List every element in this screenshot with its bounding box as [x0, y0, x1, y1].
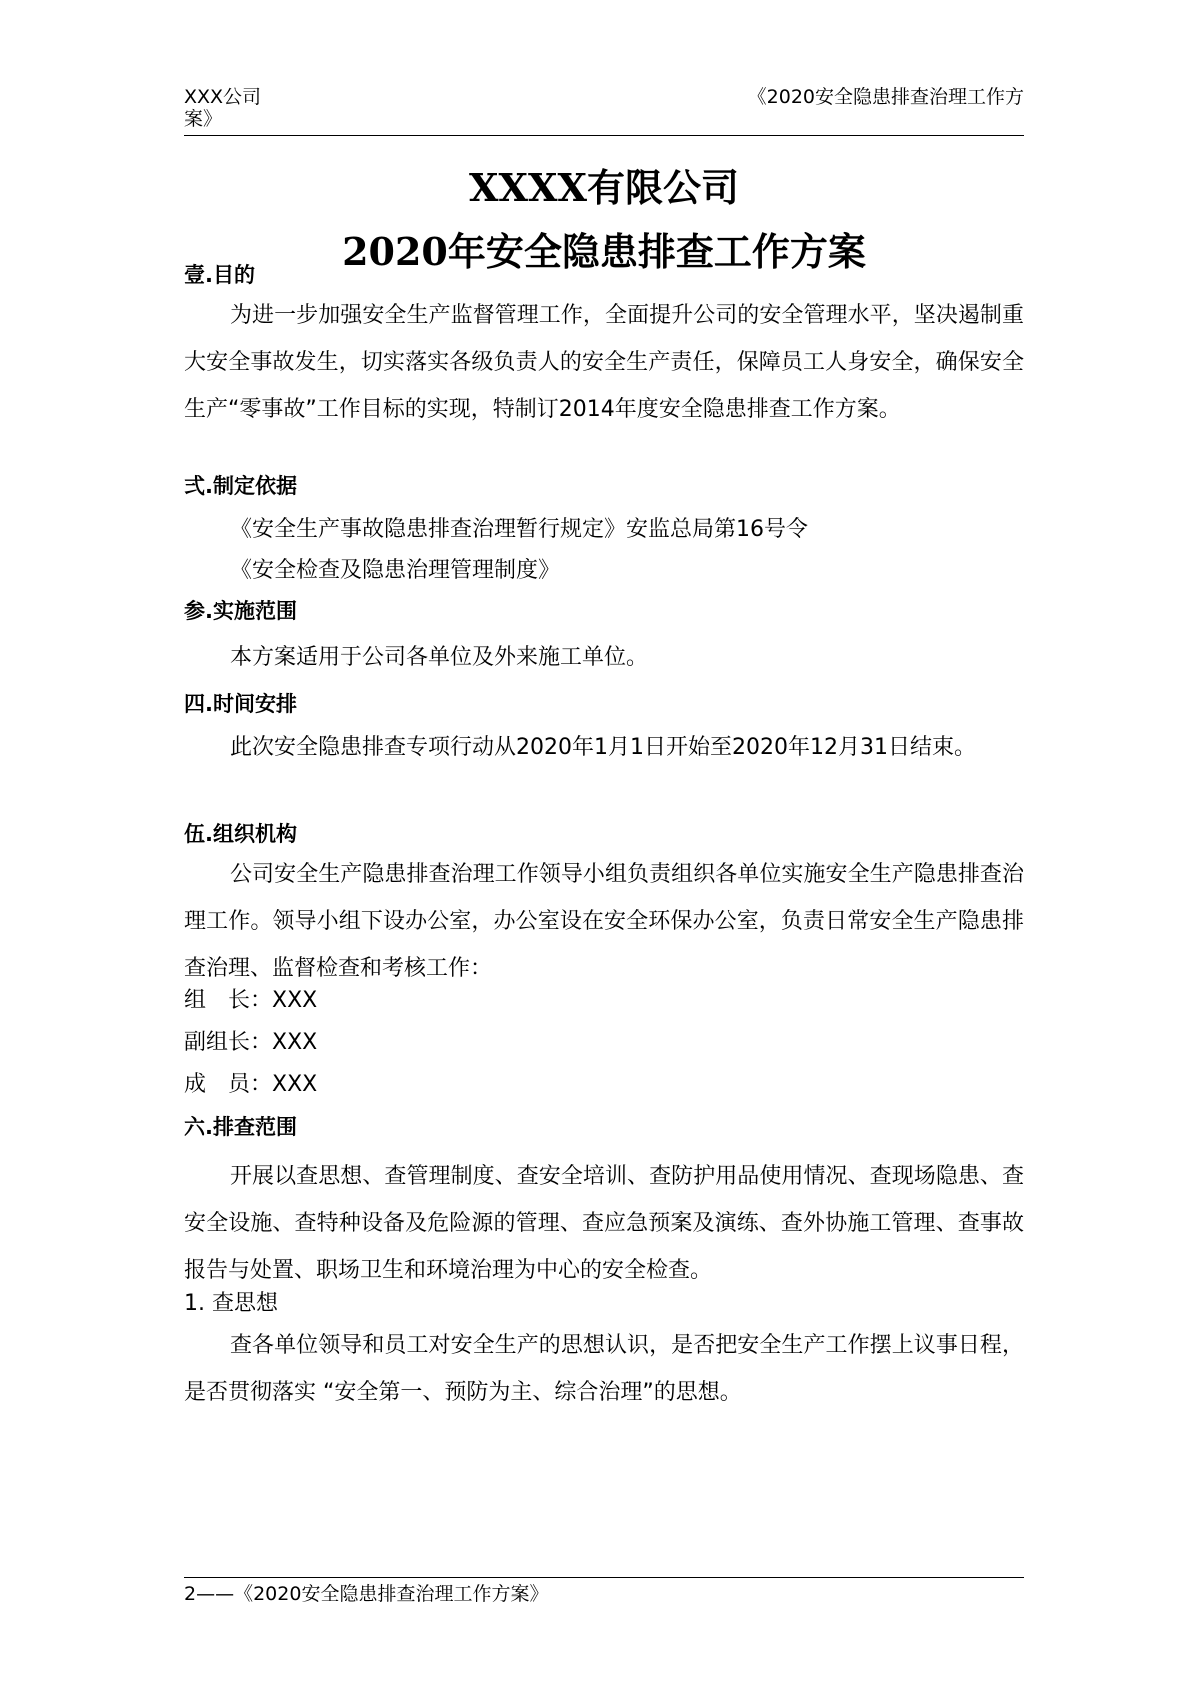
subsection-title-thinking: 1. 查思想: [184, 1291, 278, 1316]
section-body-schedule: 此次安全隐患排查专项行动从2020年1月1日开始至2020年12月31日结束。: [230, 735, 976, 760]
section-heading-schedule: 四.时间安排: [184, 692, 297, 716]
document-title-line2: 2020年安全隐患排查工作方案: [342, 229, 866, 274]
member-name: XXX: [272, 1030, 318, 1055]
member-row-deputy: [184, 1028, 317, 1058]
section-heading-basis: 弍.制定依据: [184, 474, 297, 498]
member-role: 副组长：: [184, 1030, 273, 1055]
member-name: XXX: [272, 1072, 318, 1097]
footer-rule: [184, 1577, 1024, 1578]
document-title-line1: XXXX有限公司: [469, 165, 739, 210]
section-body-organization: 公司安全生产隐患排查治理工作领导小组负责组织各单位实施安全生产隐患排查治理工作。领导小组下设办公室，办公室设在安全环保办公室，负责日常安全生产隐患排查治理、监督检查和考核工作：: [184, 862, 1024, 981]
member-role: 组 长：: [184, 988, 273, 1013]
basis-item-1: 《安全生产事故隐患排查治理暂行规定》安监总局第16号令: [230, 517, 808, 542]
basis-item-2: 《安全检查及隐患治理管理制度》: [230, 558, 561, 583]
section-body-scope: 本方案适用于公司各单位及外来施工单位。: [230, 645, 649, 670]
member-row-member: [184, 1070, 317, 1100]
subsection-body-thinking: 查各单位领导和员工对安全生产的思想认识，是否把安全生产工作摆上议事日程，是否贯彻落实 “安全第一、预防为主、综合治理”的思想。: [184, 1333, 1024, 1405]
header-right: 《2020安全隐患排查治理工作方: [747, 86, 1024, 108]
member-role: 成 员：: [184, 1072, 273, 1097]
section-heading-scope: 参.实施范围: [184, 599, 297, 623]
section-heading-purpose: 壹.目的: [184, 263, 255, 287]
section-body-purpose: 为进一步加强安全生产监督管理工作，全面提升公司的安全管理水平，坚决遏制重大安全事故发生，切实落实各级负责人的安全生产责任，保障员工人身安全，确保安全生产“零事故”工作目标的实现，特制订2014年度安全隐患排查工作方案。: [184, 303, 1024, 422]
header-rule: [184, 135, 1024, 136]
member-name: XXX: [272, 988, 318, 1013]
section-heading-inspection-scope: 六.排查范围: [184, 1115, 297, 1139]
header-left: XXX公司 案》: [184, 86, 262, 130]
footer-text: 2——《2020安全隐患排查治理工作方案》: [184, 1583, 549, 1605]
member-row-leader: [184, 986, 317, 1016]
section-body-inspection-scope: 开展以查思想、查管理制度、查安全培训、查防护用品使用情况、查现场隐患、查安全设施、查特种设备及危险源的管理、查应急预案及演练、查外协施工管理、查事故报告与处置、职场卫生和环境治理为中心的安全检查。: [184, 1164, 1024, 1283]
section-heading-organization: 伍.组织机构: [184, 822, 297, 846]
